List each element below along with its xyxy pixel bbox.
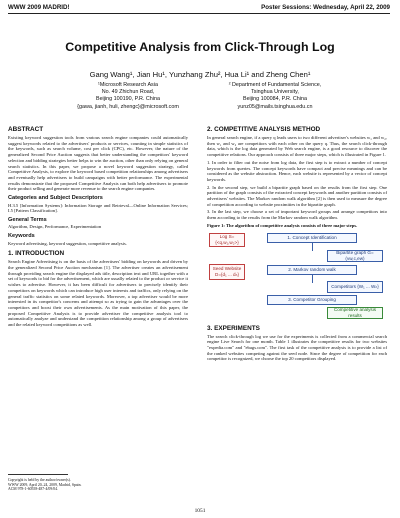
paper-title: Competitive Analysis from Click-Through Log <box>65 40 335 54</box>
abstract-heading: ABSTRACT <box>8 126 44 133</box>
affiliation-right-line1: ² Department of Fundamental Science, <box>228 82 322 88</box>
step1-box: 1. Concept Identification <box>267 233 357 243</box>
arrow-step2-down <box>312 275 313 283</box>
affiliation-right-line2: Tsinghua University, <box>251 89 299 96</box>
method-step-2: 2. In the second step, we build a bipartite graph based on the results from the first step. One partition of the graph consists of the extracted concept keywords and another partition consists of advertisers' websites. The Markov random walk algorithm [2] is then used to measure the degree of competition according to website proximities in the bipartite graph. <box>207 184 387 207</box>
copyright-line3: ACM 978-1-60558-487-4/09/04. <box>8 487 58 492</box>
seed-website-box: Seed Website D={d₁ ... dₙ} <box>209 264 245 280</box>
copyright-rule <box>8 474 68 475</box>
affiliation-right-email: yunz05@mails.tsinghua.edu.cn <box>237 103 313 110</box>
experiments-text: The search click-through log we use for the experiments is collected from a commercial search engine Live Search for one month. Table 1 illustrates the competitive results for two websites "expedia.com" and "ebags.com". The first task of the competitive analysis is to provide a list of the ranked websites competing against the seed node. Since the degree of competition for each competitor is recognized, we choose the top 20 competitors displayed. <box>207 333 387 362</box>
competitors-box: Competitors {W₁ ... Wₙ} <box>327 281 383 293</box>
affiliation-right-line3: Beijing 100084, P.R. China <box>242 96 308 103</box>
algorithm-figure <box>207 231 387 321</box>
copyright-line1: Copyright is held by the author/owner(s). <box>8 478 71 482</box>
arrow-step1-down <box>312 243 313 251</box>
method-step-1: 1. In order to filter out the noise from log data, the first step is to extract a number of concept keywords from queries. The concept keywords have compact and precise meanings and can be considered as the website abstraction. Hence, each website is represented by a vector of concept keywords. <box>207 159 387 182</box>
general-terms-text: Algorithm, Design, Performance, Experimentation <box>8 224 102 230</box>
affiliation-left-line1: ¹Microsoft Research Asia <box>98 82 158 88</box>
general-terms-heading: General Terms <box>8 216 47 223</box>
method-step-3: 3. In the last step, we choose a set of important keyword groups and arrange competitors into them according to the results from the Markov random walk algorithm. <box>207 209 387 221</box>
experiments-heading: 3. EXPERIMENTS <box>207 324 260 332</box>
categories-text: H.3.5 [Information Systems]: Information Storage and Retrieval—Online Information Services; I.5 [Pattern Classification]. <box>8 202 188 214</box>
keywords-text: Keyword advertising, keyword suggestion, competitive analysis. <box>8 240 127 246</box>
log-box: Log S={<q,w₁,w₂>} <box>209 233 245 247</box>
affiliation-left-email: {gawa, jianh, huli, zhengc}@microsoft.com <box>77 103 179 110</box>
bipartite-graph-box: Bipartite graph G=(vw,c,ew) <box>327 250 383 262</box>
abstract-text: Existing keyword suggestion tools from various search engine companies could automatically suggest keywords related to the advertisers' products or services, counting in simple statistics of the keywords, such as search volume, cost per click (CPC), etc. However, the nature of the generalized Second Price Auction suggests that better understanding the competitors' keyword selection and bidding strategies better helps to win the auction, other than only relying on general search statistics. In this paper, we propose a novel keyword suggestion strategy, called Competitive Analysis, to explore the keyword based competition relationships among advertisers and eventually help advertisers to build campaigns with better performance. The experimental results demonstrate that the proposed Competitive Analysis can both help advertisers to promote their product selling and generate more revenue to the search engine companies. <box>8 135 188 192</box>
affiliation-right <box>205 82 345 111</box>
keywords-heading: Keywords <box>8 233 35 240</box>
affiliation-left-line3: Beijing 100190, P.R. China <box>95 96 161 103</box>
running-header-right: Poster Sessions: Wednesday, April 22, 2009 <box>261 4 390 11</box>
step2-box: 2. Markov random walk <box>267 265 357 275</box>
method-heading: 2. COMPETITIVE ANALYSIS METHOD <box>207 126 321 133</box>
affiliation-left <box>58 82 198 111</box>
introduction-heading: 1. INTRODUCTION <box>8 250 65 258</box>
figure-caption: Figure 1: The algorithm of competitive analysis consists of three major steps. <box>207 222 358 228</box>
page-number: 1051 <box>194 508 206 514</box>
copyright-line2: WWW 2009, April 20–24, 2009, Madrid, Spain. <box>8 482 82 487</box>
copyright-notice <box>8 478 138 492</box>
affiliation-left-line2: No. 49 Zhichun Road, <box>101 89 155 96</box>
categories-heading: Categories and Subject Descriptors <box>8 195 103 202</box>
results-box: Competitive analysis results <box>327 307 383 319</box>
step3-box: 3. Competitor Grouping <box>267 295 357 305</box>
left-column <box>8 122 188 330</box>
header-rule <box>8 13 390 14</box>
method-paragraph-1: In general search engine, if a query q leads users to two different advertiser's websites w₁ and w₂, then w₁ and w₂ are competitors with each other on the query q. Thus, the search click-through data, which is the log data generated by Web search engine, is a good resource to discover the competitive relations. Our approach consists of three major steps, which is illustrated in Figure 1. <box>207 135 387 158</box>
right-column <box>207 122 387 364</box>
author-list: Gang Wang¹, Jian Hu¹, Yunzhang Zhu², Hua Li¹ and Zheng Chen¹ <box>89 70 311 79</box>
introduction-text: Search Engine Advertising is on the basis of the advertisers' bidding on keywords and driven by the generalized Second Price Auction mechanism [1]. The advertiser creates an advertisement through providing search engine the displayed ads title, description text and URL together with a set of keywords to bid for the advertisement, which are usually related to the product or service it wishes to advertise. However, it has been difficult for advertisers to precisely identify their competitors on keywords which can introduce high user interests and traffics, only relying on the general traffic statistics on some related keywords. Moreover, a top advertiser would be more interested in its competitor's concerns and attempt so as trying to gain the advantages over the competitors and boost their own advertisements. As the main motivation of this paper, the proposed Competitive Analysis is to provide advertiser the competitive analysis tool to automatically analyze and understand the competition relationship among a group of advertisers and the related keyword competitions as well. <box>8 259 188 328</box>
running-header-left: WWW 2009 MADRID! <box>8 4 70 11</box>
